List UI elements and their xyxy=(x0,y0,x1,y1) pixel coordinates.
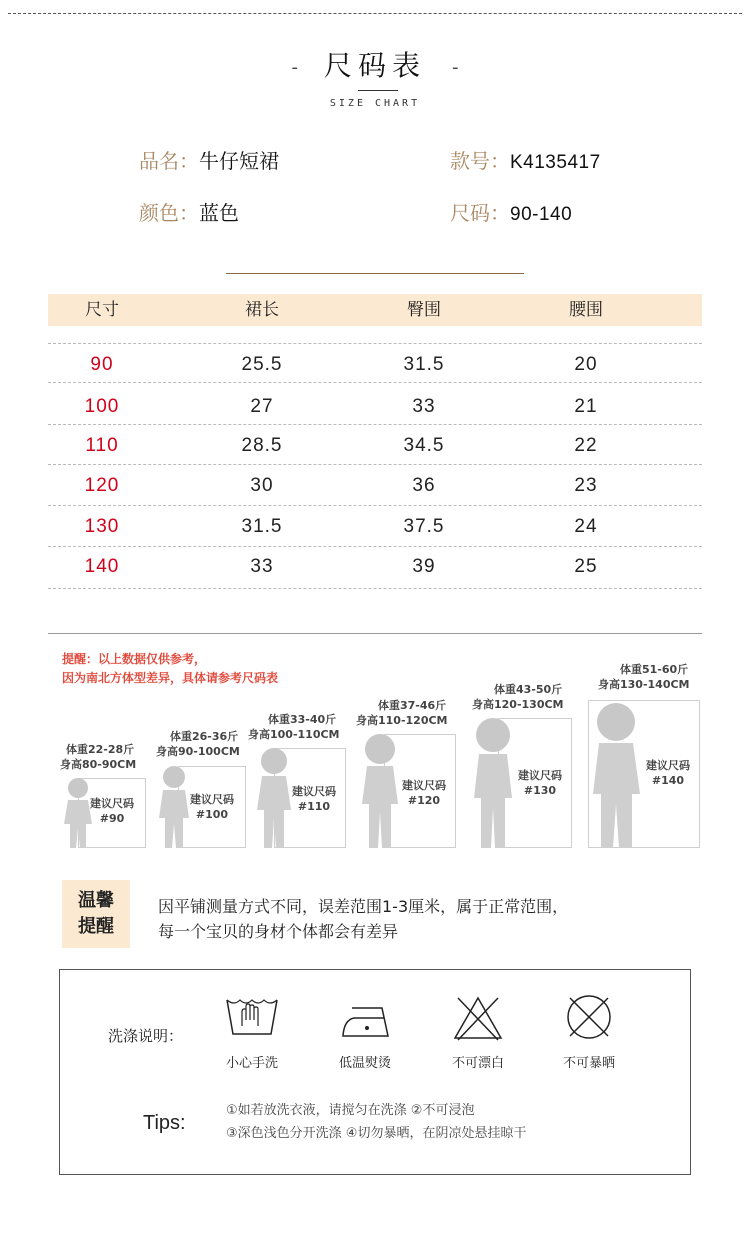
cell-size: 140 xyxy=(84,556,120,577)
figure-height: 身高130-140CM xyxy=(598,678,690,691)
cell-waist: 25 xyxy=(574,556,598,577)
warm-tip-label xyxy=(62,880,130,948)
figure-suggest: 建议尺码 xyxy=(402,779,446,792)
figure-weight: 体重43-50斤 xyxy=(494,683,563,696)
cell-waist: 23 xyxy=(574,475,598,496)
tips-line: ③深色浅色分开洗涤 ④切勿暴晒，在阴凉处悬挂晾干 xyxy=(226,1126,527,1141)
size-figure-100 xyxy=(152,726,252,850)
size-figure-130 xyxy=(468,680,576,850)
cell-hip: 31.5 xyxy=(403,354,445,375)
figure-weight: 体重51-60斤 xyxy=(620,663,689,676)
cell-size: 110 xyxy=(85,435,119,456)
figure-size: #130 xyxy=(523,784,557,797)
tips-line: ①如若放洗衣液，请搅匀在洗涤 ②不可浸泡 xyxy=(226,1103,475,1118)
cell-length: 27 xyxy=(250,396,274,417)
cell-hip: 39 xyxy=(412,556,436,577)
warm-tip-line: 因平铺测量方式不同，误差范围1-3厘米，属于正常范围， xyxy=(158,897,569,916)
figure-suggest: 建议尺码 xyxy=(190,793,234,806)
figure-weight: 体重26-36斤 xyxy=(170,730,239,743)
iron-low-label: 低温熨烫 xyxy=(338,1056,391,1071)
product-name-row xyxy=(139,145,279,174)
hand-wash-label: 小心手洗 xyxy=(225,1056,278,1071)
cell-size: 100 xyxy=(84,396,120,417)
cell-length: 25.5 xyxy=(241,354,283,375)
figure-weight: 体重37-46斤 xyxy=(378,699,447,712)
figure-size: #100 xyxy=(195,808,229,821)
cell-size: 130 xyxy=(84,516,120,537)
cell-length: 30 xyxy=(250,475,274,496)
cell-waist: 22 xyxy=(574,435,598,456)
header-hip: 臀围 xyxy=(407,300,441,320)
cell-waist: 20 xyxy=(574,354,598,375)
figure-size: #90 xyxy=(99,812,125,825)
row-divider xyxy=(48,343,702,344)
tips-label: Tips: xyxy=(143,1112,186,1134)
size-figure-120 xyxy=(354,696,460,850)
product-code-row xyxy=(450,145,601,174)
warm-tip-text xyxy=(158,894,568,944)
title-text: 尺码表 xyxy=(323,49,426,82)
warm-tip-line: 每一个宝贝的身材个体都会有差异 xyxy=(158,922,399,941)
figure-suggest: 建议尺码 xyxy=(90,797,134,810)
header-waist: 腰围 xyxy=(569,300,603,320)
product-color-row xyxy=(139,197,239,226)
cell-length: 28.5 xyxy=(241,435,283,456)
row-divider xyxy=(48,546,702,547)
reference-reminder xyxy=(62,650,278,688)
figure-suggest: 建议尺码 xyxy=(518,769,562,782)
section-divider xyxy=(226,273,524,274)
no-bleach-icon xyxy=(452,994,504,1042)
product-code-value: K4135417 xyxy=(510,152,601,173)
title-underline xyxy=(358,90,398,91)
washing-label: 洗涤说明： xyxy=(108,1027,184,1045)
no-sun-icon xyxy=(564,992,614,1042)
warm-tip-label-line: 提醒 xyxy=(78,916,114,937)
size-table-header xyxy=(48,294,702,326)
row-divider xyxy=(48,424,702,425)
figure-size: #120 xyxy=(407,794,441,807)
figure-height: 身高120-130CM xyxy=(472,698,564,711)
cell-waist: 21 xyxy=(574,396,598,417)
figure-size: #110 xyxy=(297,800,331,813)
figure-height: 身高80-90CM xyxy=(60,758,137,771)
cell-length: 31.5 xyxy=(241,516,283,537)
product-code-label: 款号： xyxy=(450,149,510,173)
product-color-value: 蓝色 xyxy=(199,201,239,225)
figure-height: 身高100-110CM xyxy=(248,728,340,741)
title-dash-left: - xyxy=(291,56,298,78)
product-size-value: 90-140 xyxy=(510,204,573,225)
product-size-label: 尺码： xyxy=(450,201,510,225)
cell-hip: 36 xyxy=(412,475,436,496)
cell-hip: 34.5 xyxy=(403,435,445,456)
warm-tip-label-line: 温馨 xyxy=(78,890,114,911)
figure-suggest: 建议尺码 xyxy=(646,759,690,772)
figure-height: 身高90-100CM xyxy=(156,745,240,758)
header-size: 尺寸 xyxy=(85,300,119,320)
figure-weight: 体重33-40斤 xyxy=(268,713,337,726)
figure-size: #140 xyxy=(651,774,685,787)
cell-waist: 24 xyxy=(574,516,598,537)
product-name-label: 品名： xyxy=(139,149,199,173)
cell-size: 120 xyxy=(84,475,120,496)
page-title xyxy=(0,44,750,84)
row-divider xyxy=(48,505,702,506)
figure-height: 身高110-120CM xyxy=(356,714,448,727)
product-name-value: 牛仔短裙 xyxy=(199,149,279,173)
figure-suggest: 建议尺码 xyxy=(292,785,336,798)
page-subtitle: SIZE CHART xyxy=(329,98,421,109)
row-divider xyxy=(48,464,702,465)
cell-size: 90 xyxy=(90,354,114,375)
cell-hip: 33 xyxy=(412,396,436,417)
child-silhouette-icon xyxy=(588,700,644,850)
hand-wash-icon xyxy=(224,996,280,1040)
title-dash-right: - xyxy=(452,56,459,78)
cell-length: 33 xyxy=(250,556,274,577)
reminder-line: 因为南北方体型差异，具体请参考尺码表 xyxy=(62,671,279,685)
product-color-label: 颜色： xyxy=(139,201,199,225)
row-divider xyxy=(48,588,702,589)
no-sun-label: 不可暴晒 xyxy=(562,1056,615,1071)
size-figure-140 xyxy=(586,660,704,850)
size-figure-110 xyxy=(246,710,350,850)
no-bleach-label: 不可漂白 xyxy=(451,1056,504,1071)
iron-low-icon xyxy=(340,1000,392,1040)
product-size-row xyxy=(450,197,572,226)
figure-weight: 体重22-28斤 xyxy=(66,743,135,756)
section-divider xyxy=(48,633,702,634)
header-skirt-length: 裙长 xyxy=(245,300,279,320)
reminder-line: 提醒：以上数据仅供参考， xyxy=(62,652,207,666)
size-figure-90 xyxy=(56,740,148,850)
row-divider xyxy=(48,382,702,383)
cell-hip: 37.5 xyxy=(403,516,445,537)
top-dashed-divider xyxy=(8,13,742,14)
tips-text xyxy=(226,1099,526,1145)
